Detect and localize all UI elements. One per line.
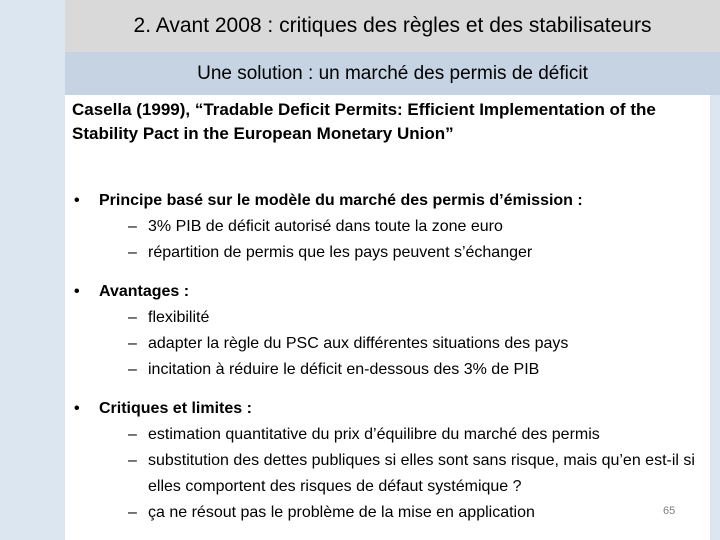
dash-mark: – (128, 361, 137, 378)
page-number: 65 (663, 505, 676, 517)
sub-item-text: 3% PIB de déficit autorisé dans toute la zone euro (148, 218, 503, 235)
bullet-avantages (72, 279, 702, 383)
bullet-principe (72, 188, 702, 266)
bullet-mark: • (74, 283, 80, 300)
dash-mark: – (128, 244, 137, 261)
dash-mark: – (128, 218, 137, 235)
slide-title: 2. Avant 2008 : critiques des règles et des stabilisateurs (133, 14, 652, 37)
sub-item-text: estimation quantitative du prix d’équilibre du marché des permis (148, 426, 600, 443)
sub-item-text: substitution des dettes publiques si elles sont sans risque, mais qu’en est-il si elles comportent des risques de défaut systémique ? (148, 452, 695, 495)
sub-item (72, 214, 702, 240)
slide-subtitle: Une solution : un marché des permis de déficit (197, 62, 588, 84)
title-bar (65, 0, 720, 52)
sub-item-text: adapter la règle du PSC aux différentes situations des pays (148, 335, 569, 352)
sub-item-text: flexibilité (148, 309, 210, 326)
left-decor-strip (0, 0, 65, 540)
dash-mark: – (128, 452, 137, 469)
sub-item (72, 422, 702, 448)
bullet-heading-row (72, 279, 702, 305)
dash-mark: – (128, 504, 137, 521)
sub-item (72, 240, 702, 266)
bullet-heading-row (72, 188, 702, 214)
dash-mark: – (128, 335, 137, 352)
sub-item-text: ça ne résout pas le problème de la mise en application (148, 504, 535, 521)
bullet-heading-row (72, 396, 702, 422)
bullet-mark: • (74, 400, 80, 417)
sub-item-text: incitation à réduire le déficit en-dessous des 3% de PIB (148, 361, 540, 378)
bullet-critiques (72, 396, 702, 526)
sub-item (72, 357, 702, 383)
bullet-heading: Principe basé sur le modèle du marché des permis d’émission : (99, 192, 583, 209)
subtitle-bar (65, 52, 720, 95)
sub-item (72, 331, 702, 357)
bullet-heading: Critiques et limites : (99, 400, 252, 417)
reference-citation: Casella (1999), “Tradable Deficit Permits: Efficient Implementation of the Stability Pact in the European Monetary Union” (72, 100, 656, 143)
sub-item (72, 448, 702, 500)
dash-mark: – (128, 309, 137, 326)
dash-mark: – (128, 426, 137, 443)
bullet-heading: Avantages : (99, 283, 190, 300)
sub-item (72, 305, 702, 331)
sub-item (72, 500, 702, 526)
bullet-mark: • (74, 192, 80, 209)
right-decor-strip (710, 95, 720, 540)
sub-item-text: répartition de permis que les pays peuvent s’échanger (148, 244, 533, 261)
bullet-list (72, 188, 702, 539)
